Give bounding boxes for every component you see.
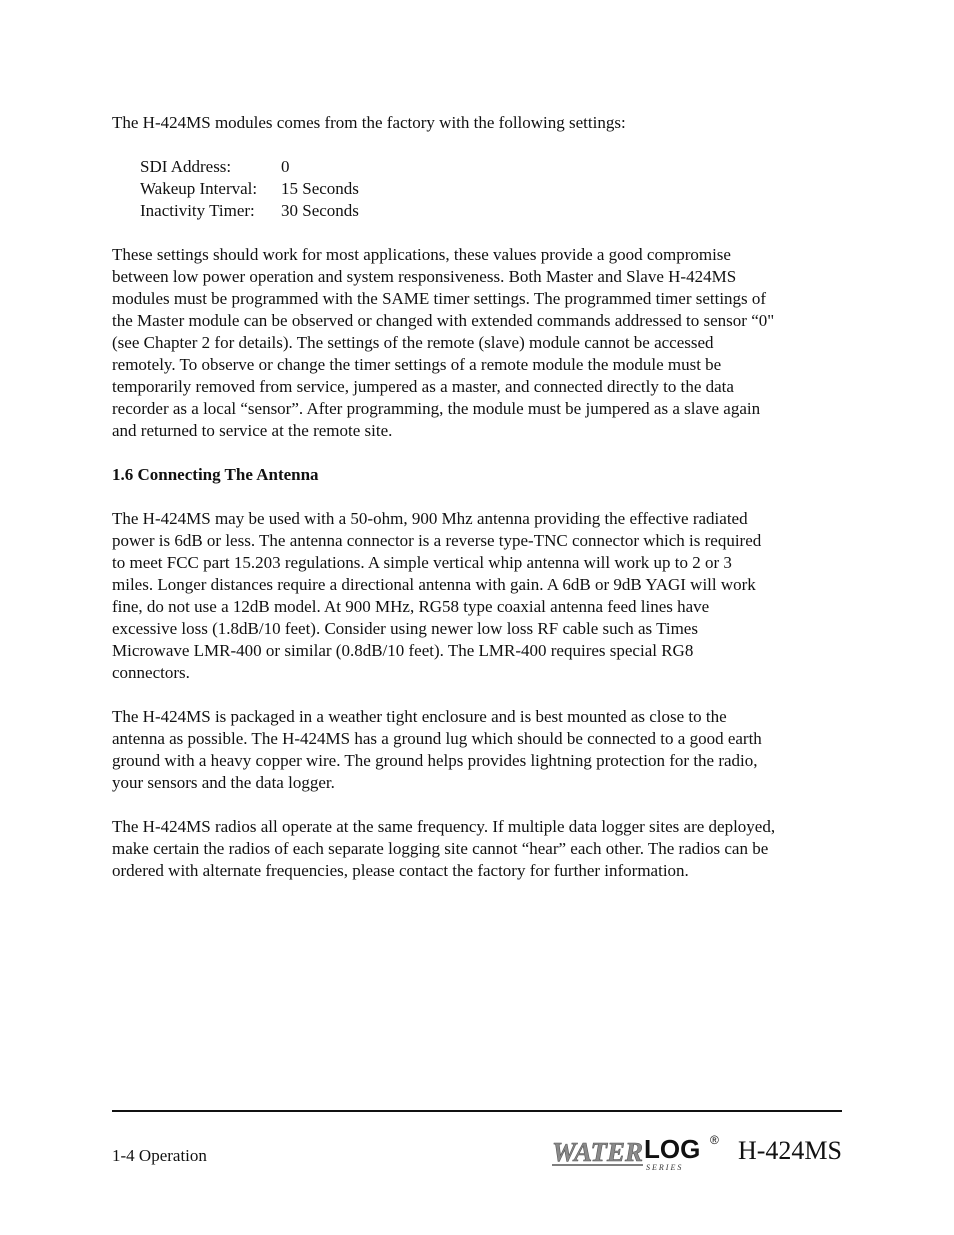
logo-log-text: LOG <box>644 1134 701 1164</box>
setting-label: Wakeup Interval: <box>140 179 258 198</box>
enclosure-paragraph: The H-424MS is packaged in a weather tight enclosure and is best mounted as close to the antenna as possible. The H-424MS has a ground lug which should be connected to a good earth ground with a heavy copper wire. The ground helps provides lightning protection for the radio, your sensors and the data logger. <box>112 707 762 792</box>
setting-value: 0 <box>281 157 290 176</box>
setting-value: 30 Seconds <box>281 201 359 220</box>
footer-model-name: H-424MS <box>737 1136 842 1165</box>
registered-mark: ® <box>710 1133 719 1147</box>
timer-settings-paragraph: These settings should work for most applications, these values provide a good compromise between low power operation and system responsiveness. Both Master and Slave H-424MS modules must be programmed with the SAME timer settings. The programmed timer settings of the Master module can be observed or changed with extended commands addressed to sensor “0" (see Chapter 2 for details). The settings of the remote (slave) module cannot be accessed remotely. To observe or change the timer settings of a remote module the module must be temporarily removed from service, jumpered as a master, and connected directly to the data recorder as a local “sensor”. After programming, the module must be jumpered as a slave again and returned to service at the remote site. <box>112 245 775 440</box>
intro-text: The H-424MS modules comes from the factory with the following settings: <box>112 113 626 132</box>
setting-row <box>140 156 847 178</box>
frequency-paragraph: The H-424MS radios all operate at the same frequency. If multiple data logger sites are deployed, make certain the radios of each separate logging site cannot “hear” each other. The radios can be ordered with alternate frequencies, please contact the factory for further information. <box>112 817 776 880</box>
footer-rule <box>112 1110 842 1112</box>
footer-page-label: 1-4 Operation <box>112 1146 207 1165</box>
page-body <box>112 112 847 882</box>
factory-settings <box>140 156 847 222</box>
setting-label: Inactivity Timer: <box>140 201 255 220</box>
logo-series-text: S E R I E S <box>646 1163 682 1172</box>
waterlog-logo <box>550 1128 720 1172</box>
setting-row <box>140 178 847 200</box>
setting-value: 15 Seconds <box>281 179 359 198</box>
setting-label: SDI Address: <box>140 157 232 176</box>
section-heading: 1.6 Connecting The Antenna <box>112 465 319 484</box>
footer-brand <box>550 1128 842 1172</box>
setting-row <box>140 200 847 222</box>
logo-water-text: WATER <box>552 1137 644 1167</box>
antenna-paragraph: The H-424MS may be used with a 50-ohm, 900 Mhz antenna providing the effective radiated power is 6dB or less. The antenna connector is a reverse type-TNC connector which is required to meet FCC part 15.203 regulations. A simple vertical whip antenna will work up to 2 or 3 miles. Longer distances require a directional antenna with gain. A 6dB or 9dB YAGI will work fine, do not use a 12dB model. At 900 MHz, RG58 type coaxial antenna feed lines have excessive loss (1.8dB/10 feet). Consider using newer low loss RF cable such as Times Microwave LMR-400 or similar (0.8dB/10 feet). The LMR-400 requires special RG8 connectors. <box>112 509 762 682</box>
